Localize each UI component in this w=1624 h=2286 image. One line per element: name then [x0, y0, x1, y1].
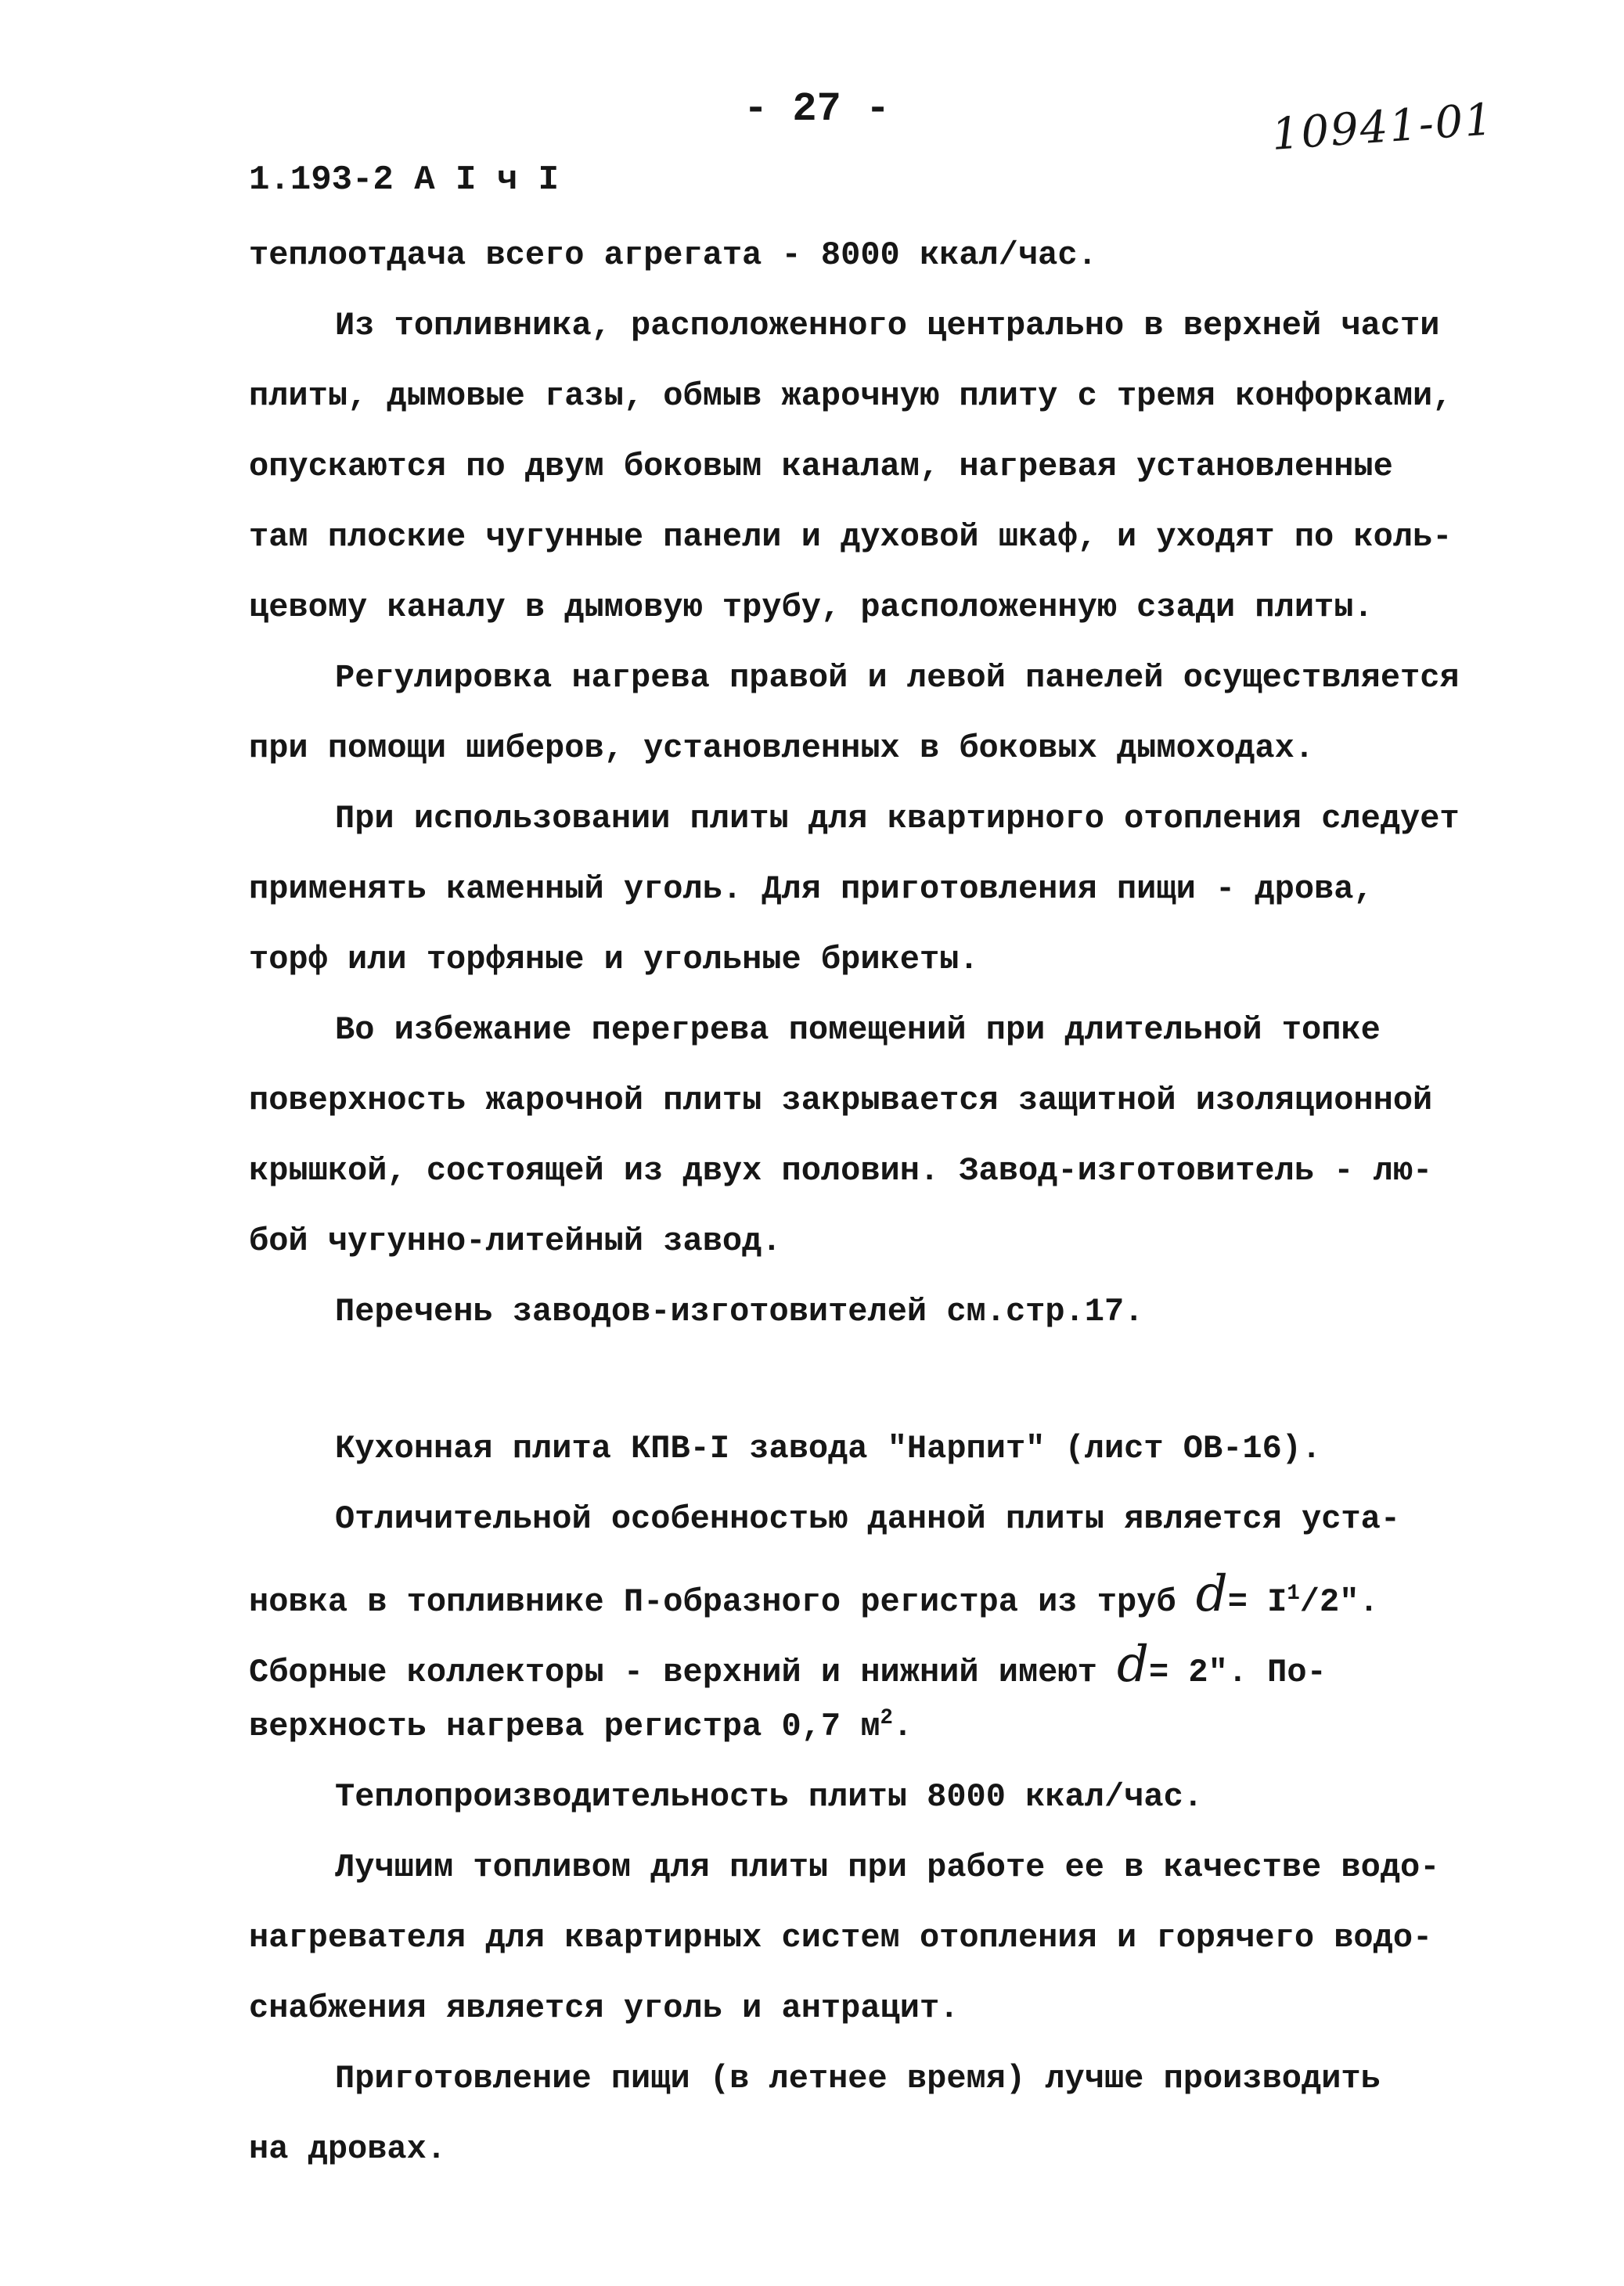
text-line: Регулировка нагрева правой и левой панелей осуществляется: [335, 659, 1460, 697]
text-line: Из топливника, расположенного центрально в верхней части: [335, 307, 1440, 344]
text-line: торф или торфяные и угольные брикеты.: [249, 941, 979, 978]
text-line: плиты, дымовые газы, обмыв жарочную плиту с тремя конфорками,: [249, 377, 1453, 415]
text-line: [249, 1636, 1327, 1694]
text-line: крышкой, состоящей из двух половин. Завод-изготовитель - лю-: [249, 1152, 1433, 1190]
handwritten-document-number: 10941-01: [1269, 94, 1496, 160]
text-line: Приготовление пищи (в летнее время) лучше производить: [335, 2060, 1381, 2097]
text-segment: /2".: [1299, 1583, 1379, 1621]
superscript: 2: [880, 1706, 893, 1730]
text-line: Перечень заводов-изготовителей см.стр.17.: [335, 1293, 1144, 1330]
text-line: теплоотдача всего агрегата - 8000 ккал/час.: [249, 236, 1097, 274]
text-line: снабжения является уголь и антрацит.: [249, 1989, 960, 2027]
text-line: опускаются по двум боковым каналам, нагревая установленные: [249, 448, 1393, 485]
text-segment: = I: [1227, 1583, 1287, 1621]
section-heading: Кухонная плита КПВ-I завода "Нарпит" (лист ОВ-16).: [335, 1430, 1322, 1467]
text-segment: верхность нагрева регистра 0,7 м: [249, 1708, 880, 1745]
diameter-symbol: d: [1195, 1565, 1228, 1623]
superscript: 1: [1287, 1582, 1300, 1606]
text-line: Отличительной особенностью данной плиты является уста-: [335, 1500, 1401, 1538]
text-line: поверхность жарочной плиты закрывается защитной изоляционной: [249, 1082, 1433, 1119]
text-line: там плоские чугунные панели и духовой шкаф, и уходят по коль-: [249, 518, 1453, 556]
text-segment: Сборные коллекторы - верхний и нижний имеют: [249, 1654, 1117, 1691]
diameter-symbol: d: [1116, 1636, 1149, 1694]
text-line: на дровах.: [249, 2130, 447, 2168]
text-line: нагревателя для квартирных систем отопления и горячего водо-: [249, 1919, 1433, 1957]
series-code: 1.193-2 А I ч I: [249, 160, 560, 200]
text-segment: новка в топливнике П-образного регистра из труб: [249, 1583, 1196, 1621]
text-line: цевому каналу в дымовую трубу, расположенную сзади плиты.: [249, 589, 1374, 626]
text-line: Теплопроизводительность плиты 8000 ккал/час.: [335, 1778, 1203, 1816]
text-line: Во избежание перегрева помещений при длительной топке: [335, 1011, 1381, 1049]
text-line: [249, 1565, 1379, 1623]
text-line: при помощи шиберов, установленных в боковых дымоходах.: [249, 729, 1315, 767]
text-segment: .: [892, 1708, 913, 1745]
text-line: При использовании плиты для квартирного отопления следует: [335, 800, 1460, 837]
text-line: Лучшим топливом для плиты при работе ее в качестве водо-: [335, 1849, 1440, 1886]
text-line: применять каменный уголь. Для приготовления пищи - дрова,: [249, 870, 1374, 908]
text-line: бой чугунно-литейный завод.: [249, 1222, 782, 1260]
page-number: - 27 -: [744, 86, 891, 132]
text-line: [249, 1706, 913, 1745]
text-segment: = 2". По-: [1148, 1654, 1327, 1691]
